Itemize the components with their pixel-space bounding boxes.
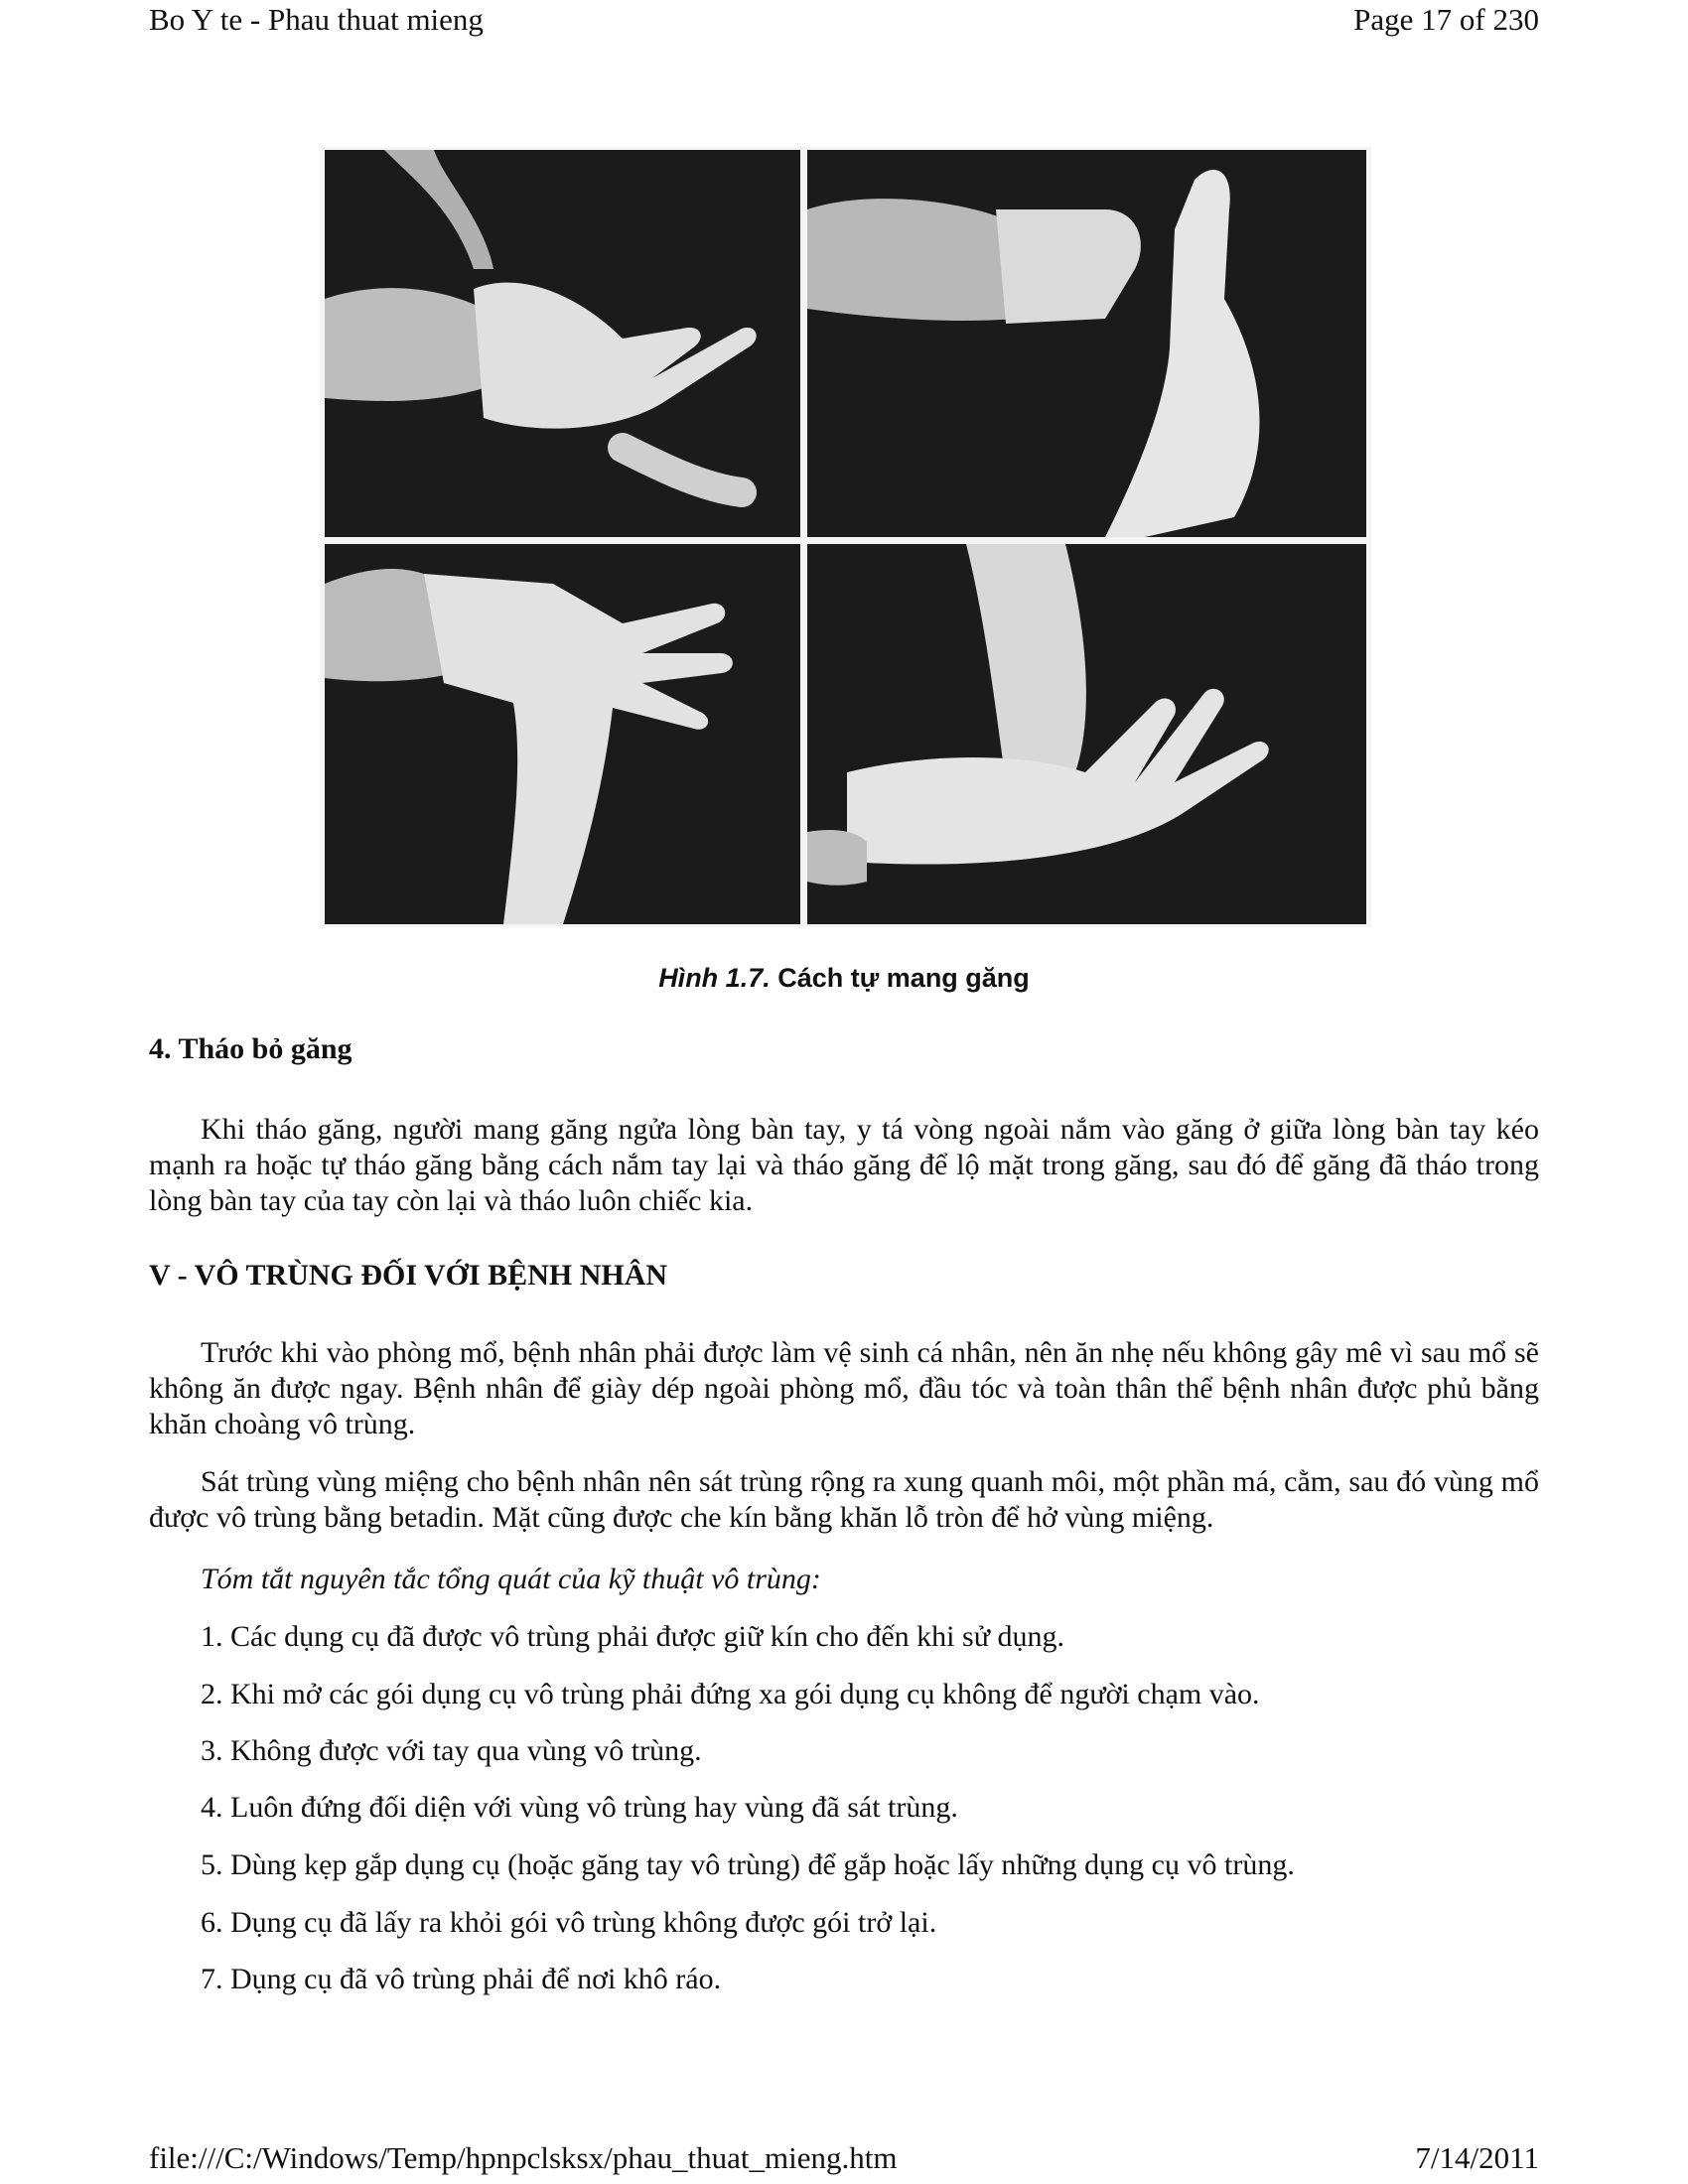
summary-title: Tóm tắt nguyên tắc tổng quát của kỹ thuật vô trùng: [201, 1563, 821, 1595]
section-4-heading: 4. Tháo bỏ găng [149, 1032, 352, 1065]
figure-caption-text: Cách tự mang găng [770, 963, 1030, 993]
list-item: 4. Luôn đứng đối diện với vùng vô trùng hay vùng đã sát trùng. [201, 1791, 958, 1824]
section-v-paragraph-1: Trước khi vào phòng mổ, bệnh nhân phải được làm vệ sinh cá nhân, nên ăn nhẹ nếu không gây mê vì sau mổ sẽ không ăn được ngay. Bệnh nhân để giày dép ngoài phòng mổ, đầu tóc và toàn thân thể bệnh nhân được phủ bằng khăn choàng vô trùng. [149, 1336, 1539, 1440]
list-item: 7. Dụng cụ đã vô trùng phải để nơi khô ráo. [201, 1963, 722, 1995]
glove-photo-2 [807, 150, 1366, 537]
section-v-paragraph-2: Sát trùng vùng miệng cho bệnh nhân nên sát trùng rộng ra xung quanh môi, một phần má, cằm, sau đó vùng mổ được vô trùng bằng betadin. Mặt cũng được che kín bằng khăn lỗ tròn để hở vùng miệng. [149, 1465, 1539, 1534]
header-page-number: Page 17 of 230 [1353, 2, 1539, 37]
figure-caption-number: Hình 1.7. [658, 963, 771, 993]
figure-panel-2 [807, 150, 1366, 537]
list-item: 6. Dụng cụ đã lấy ra khỏi gói vô trùng không được gói trở lại. [201, 1906, 937, 1939]
list-item: 3. Không được với tay qua vùng vô trùng. [201, 1734, 702, 1767]
figure-panel-3 [325, 544, 800, 924]
figure-panel-1 [325, 150, 800, 537]
figure-caption [149, 963, 1539, 994]
glove-figure [320, 147, 1371, 927]
list-item: 1. Các dụng cụ đã được vô trùng phải được giữ kín cho đến khi sử dụng. [201, 1620, 1064, 1653]
list-item: 2. Khi mở các gói dụng cụ vô trùng phải đứng xa gói dụng cụ không để người chạm vào. [201, 1678, 1260, 1710]
page-footer [149, 2140, 1539, 2176]
page-header [149, 2, 1539, 38]
footer-date: 7/14/2011 [1415, 2140, 1539, 2175]
glove-photo-4 [807, 544, 1366, 924]
footer-file-path: file:///C:/Windows/Temp/hpnpclsksx/phau_thuat_mieng.htm [149, 2140, 898, 2175]
glove-photo-3 [325, 544, 800, 924]
section-4-paragraph: Khi tháo găng, người mang găng ngửa lòng bàn tay, y tá vòng ngoài nắm vào găng ở giữa lòng bàn tay kéo mạnh ra hoặc tự tháo găng bằng cách nắm tay lại và tháo găng để lộ mặt trong găng, sau đó để găng đã tháo trong lòng bàn tay của tay còn lại và tháo luôn chiếc kia. [149, 1113, 1539, 1217]
glove-photo-1 [325, 150, 800, 537]
header-title: Bo Y te - Phau thuat mieng [149, 2, 484, 37]
list-item: 5. Dùng kẹp gắp dụng cụ (hoặc găng tay vô trùng) để gắp hoặc lấy những dụng cụ vô trùng. [201, 1848, 1295, 1881]
section-v-heading: V - VÔ TRÙNG ĐỐI VỚI BỆNH NHÂN [149, 1259, 668, 1292]
figure-panel-4 [807, 544, 1366, 924]
